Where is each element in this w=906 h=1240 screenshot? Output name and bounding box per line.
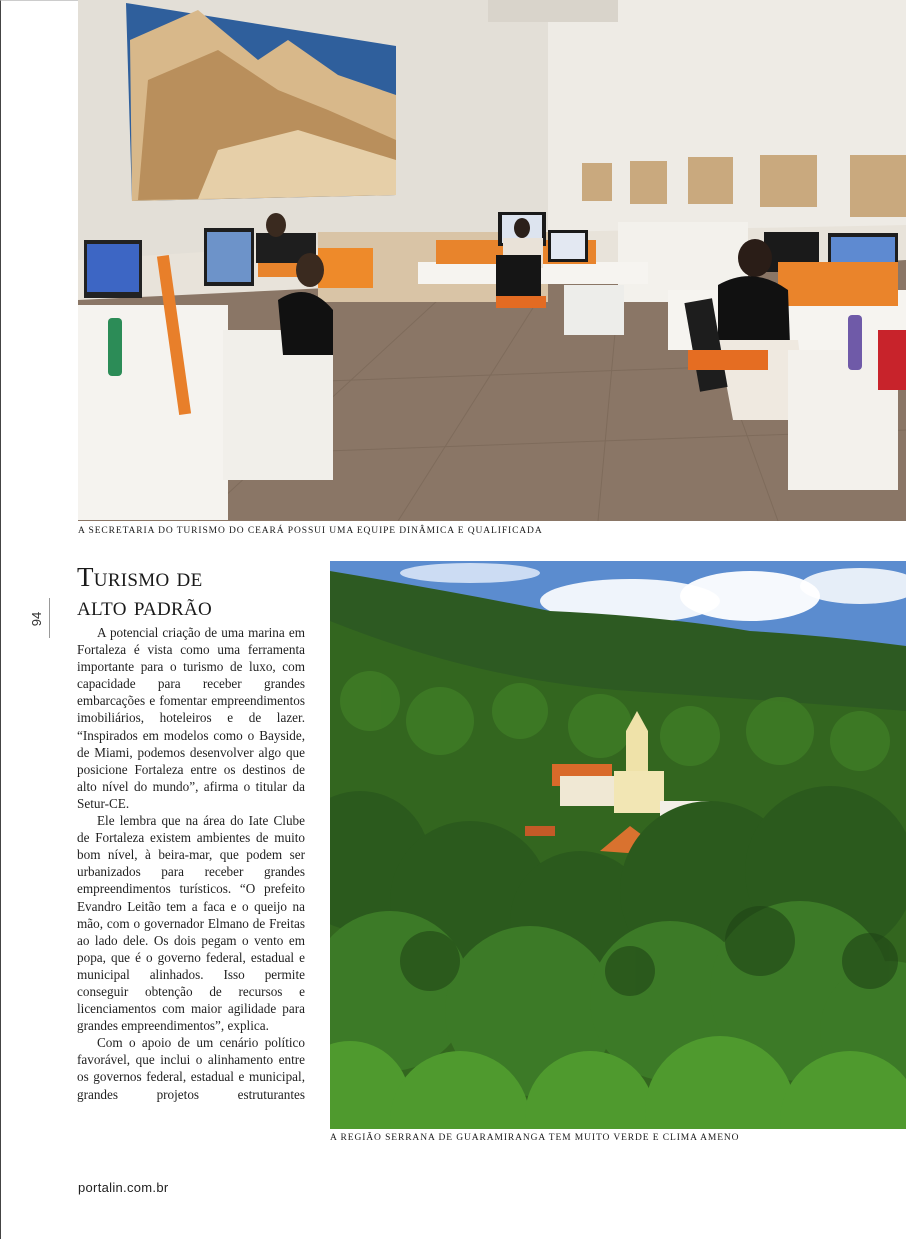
article-body xyxy=(77,624,305,1103)
paragraph: A potencial criação de uma marina em Fortaleza é vista como uma ferramenta importante para o turismo de luxo, com capacidade para receber grandes embarcações e fomentar empreendimentos imobiliários, hoteleiros e de lazer. “Inspirados em modelos como o Bayside, de Miami, podemos desenvolver algo que posicione Fortaleza entre os destinos de alto nível do mundo”, afirma o titular da Setur-CE. xyxy=(77,625,305,811)
guaramiranga-photo xyxy=(330,561,906,1129)
section-title-line-2: alto padrão xyxy=(77,591,212,621)
guaramiranga-photo-caption: A REGIÃO SERRANA DE GUARAMIRANGA TEM MUITO VERDE E CLIMA AMENO xyxy=(330,1133,740,1143)
page-number-rule xyxy=(49,598,50,638)
office-photo xyxy=(78,0,906,521)
paragraph: Com o apoio de um cenário político favorável, que inclui o alinhamento entre os governos federal, estadual e municipal, grandes projetos estruturantes xyxy=(77,1035,305,1102)
paragraph: Ele lembra que na área do Iate Clube de Fortaleza existem ambientes de muito bom nível, à beira-mar, que podem ser urbanizados para receber grandes empreendimentos turísticos. “O prefeito Evandro Leitão tem a faca e o queijo na mão, com o governador Elmano de Freitas ao lado dele. Os dois pegam o vento em popa, que é o governo federal, estadual e municipal alinhados. Isso permite conseguir obtenção de recursos e licenciamentos com maior agilidade para grandes empreendimentos”, explica. xyxy=(77,813,305,1034)
section-title xyxy=(77,563,327,621)
office-photo-caption: A SECRETARIA DO TURISMO DO CEARÁ POSSUI UMA EQUIPE DINÂMICA E QUALIFICADA xyxy=(78,526,543,536)
footer-url[interactable]: portalin.com.br xyxy=(78,1180,169,1195)
section-title-line-1: Turismo de xyxy=(77,562,203,592)
page-number: 94 xyxy=(29,611,44,627)
